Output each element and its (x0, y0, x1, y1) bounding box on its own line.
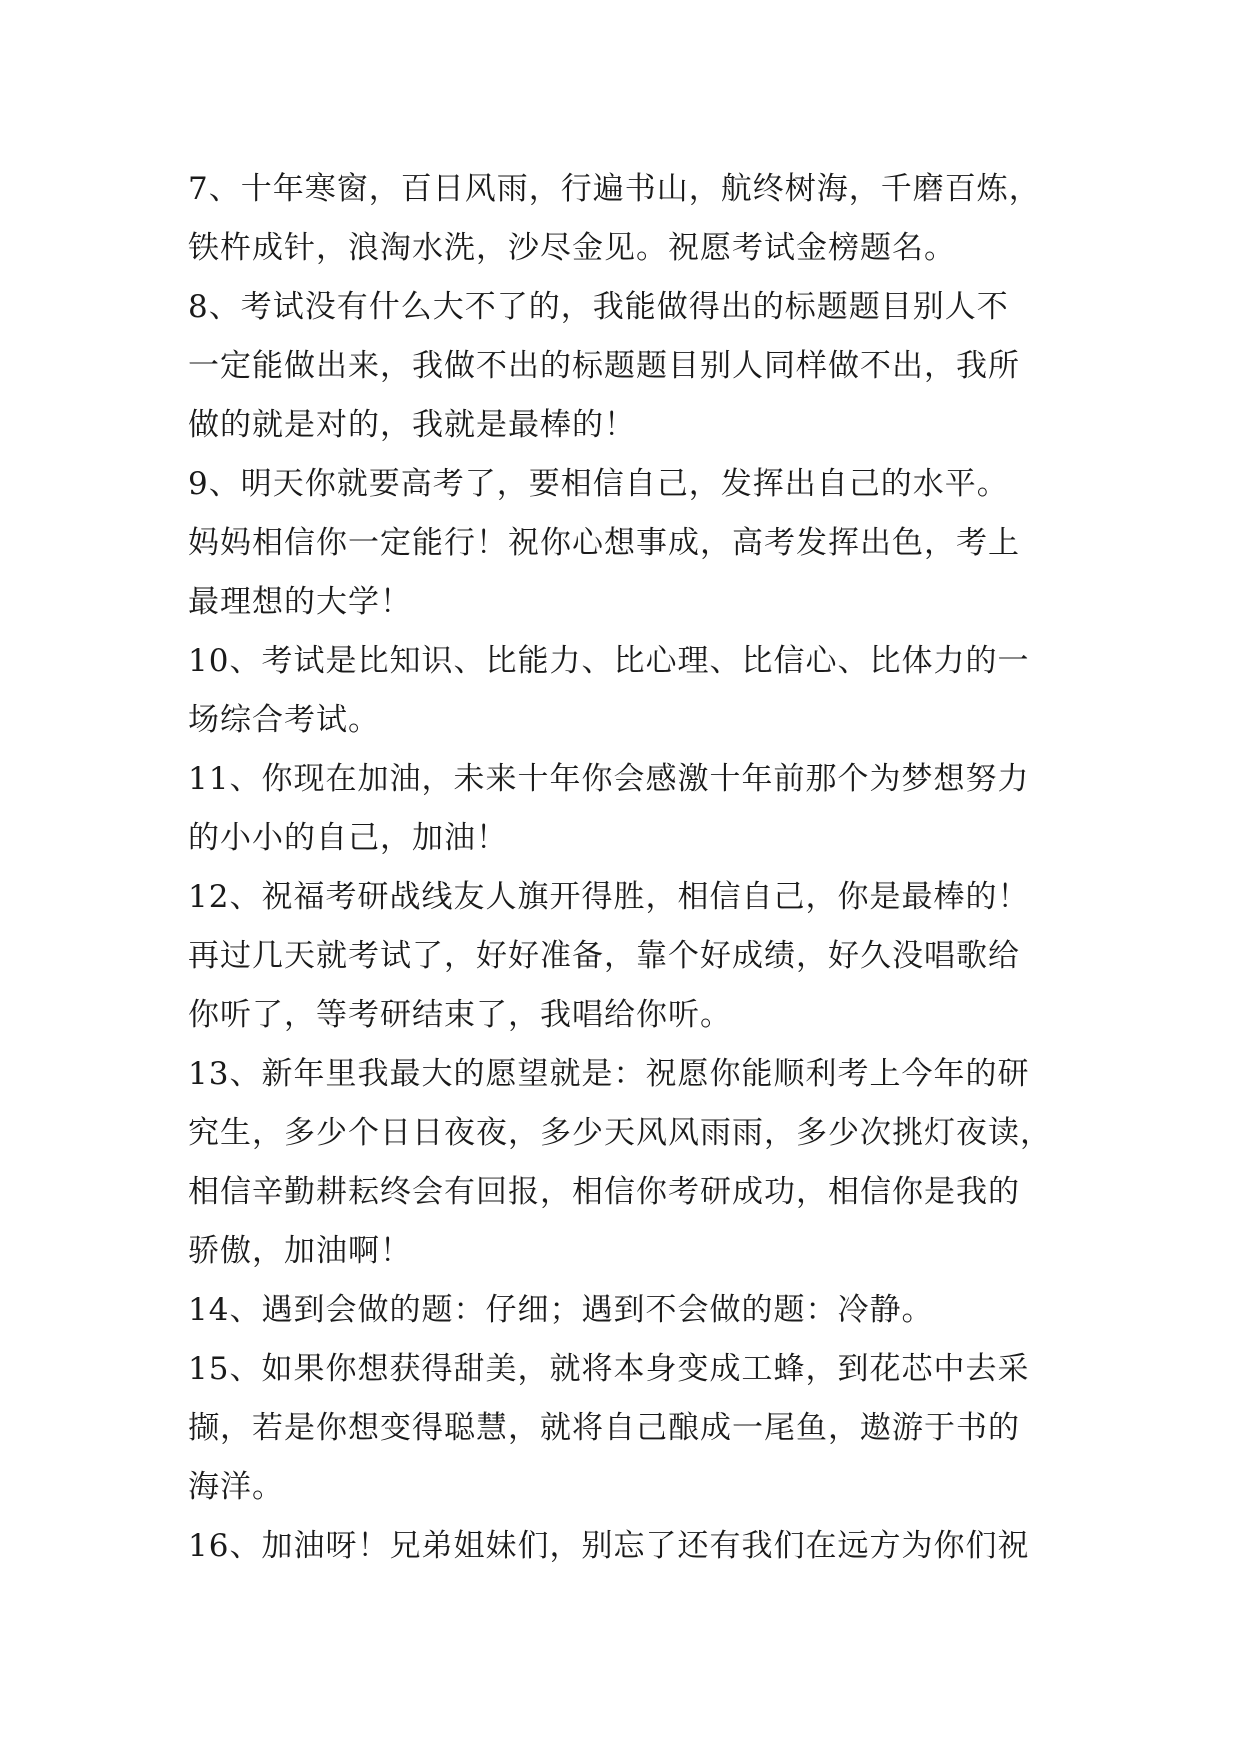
paragraph-10: 10、考试是比知识、比能力、比心理、比信心、比体力的一 场综合考试。 (188, 643, 1030, 738)
paragraph-8: 8、考试没有什么大不了的，我能做得出的标题题目别人不 一定能做出来，我做不出的标题题目别人同样做不出，我所 做的就是对的，我就是最棒的！ (188, 289, 1020, 443)
paragraph-11: 11、你现在加油，未来十年你会感激十年前那个为梦想努力 的小小的自己，加油！ (188, 761, 1030, 856)
paragraph-13: 13、新年里我最大的愿望就是：祝愿你能顺利考上今年的研 究生，多少个日日夜夜，多少天风风雨雨，多少次挑灯夜读， 相信辛勤耕耘终会有回报，相信你考研成功，相信你是我的 骄傲，加油啊！ (188, 1056, 1052, 1269)
paragraph-14: 14、遇到会做的题：仔细；遇到不会做的题：冷静。 (188, 1292, 934, 1328)
paragraph-7: 7、十年寒窗，百日风雨，行遍书山，航终树海，千磨百炼， 铁杵成针，浪淘水洗，沙尽金见。祝愿考试金榜题名。 (188, 171, 1041, 266)
paragraph-15: 15、如果你想获得甜美，就将本身变成工蜂，到花芯中去采 撷，若是你想变得聪慧，就将自己酿成一尾鱼，遨游于书的 海洋。 (188, 1351, 1030, 1505)
document-body (188, 160, 1068, 1576)
paragraph-12: 12、祝福考研战线友人旗开得胜，相信自己，你是最棒的！ 再过几天就考试了，好好准备，靠个好成绩，好久没唱歌给 你听了，等考研结束了，我唱给你听。 (188, 879, 1030, 1033)
paragraph-9: 9、明天你就要高考了，要相信自己，发挥出自己的水平。 妈妈相信你一定能行！祝你心想事成，高考发挥出色，考上 最理想的大学！ (188, 466, 1020, 620)
paragraph-16: 16、加油呀！兄弟姐妹们，别忘了还有我们在远方为你们祝 (188, 1528, 1030, 1564)
